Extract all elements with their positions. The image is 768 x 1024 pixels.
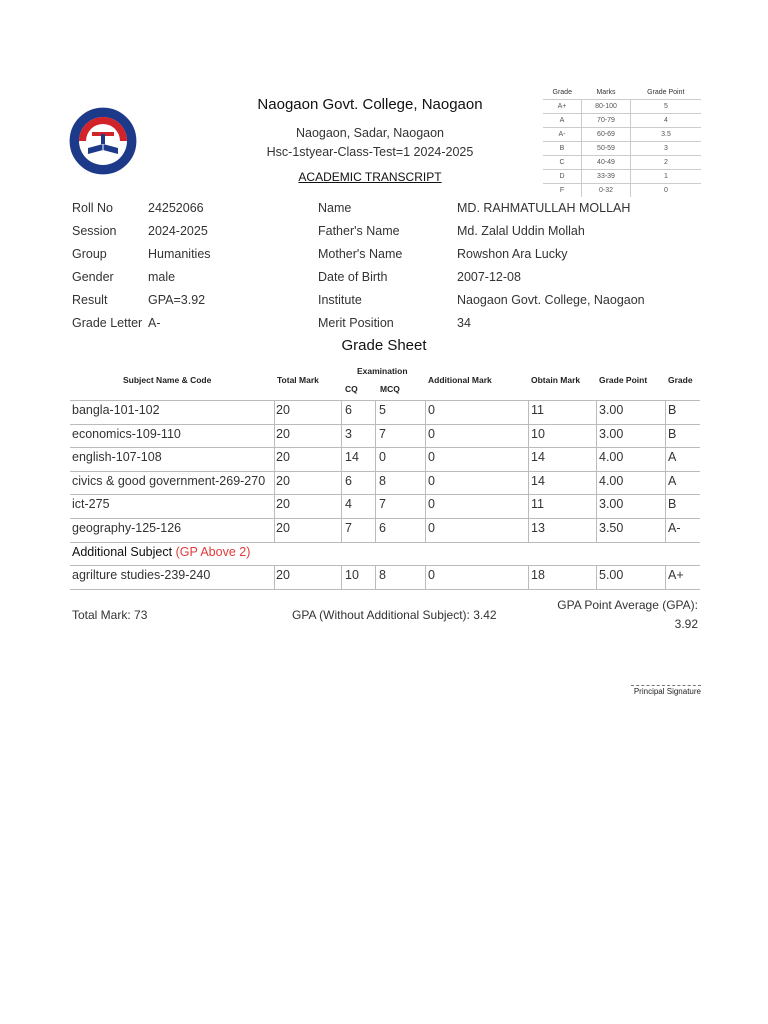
header-obtain-mark: Obtain Mark — [531, 375, 581, 385]
grade-scale-cell: A+ — [543, 100, 582, 114]
table-cell: 8 — [379, 568, 386, 583]
table-rule — [70, 542, 700, 543]
table-divider — [375, 495, 376, 518]
table-divider — [425, 495, 426, 518]
header-additional-mark: Additional Mark — [428, 375, 492, 385]
table-divider — [425, 472, 426, 495]
table-cell: 6 — [345, 473, 352, 488]
additional-subject-label: Additional Subject — [72, 545, 173, 559]
name-label: Name — [318, 201, 352, 215]
table-cell: B — [668, 426, 677, 441]
table-cell: 0 — [428, 426, 435, 441]
institute-label: Institute — [318, 293, 362, 307]
table-divider — [375, 425, 376, 448]
table-divider — [341, 472, 342, 495]
header-total-mark: Total Mark — [277, 375, 319, 385]
table-divider — [596, 401, 597, 424]
institute-value: Naogaon Govt. College, Naogaon — [457, 293, 645, 307]
table-cell: agrilture studies-239-240 — [72, 568, 211, 583]
grade-scale-cell: A — [543, 114, 582, 128]
grade-scale-cell: F — [543, 184, 582, 198]
header-mcq: MCQ — [380, 384, 400, 394]
table-cell: 20 — [276, 497, 290, 512]
table-rule — [70, 471, 700, 472]
table-divider — [528, 495, 529, 518]
grade-scale-row — [543, 142, 701, 156]
table-divider — [665, 495, 666, 518]
signature-line — [631, 685, 701, 686]
table-divider — [375, 472, 376, 495]
table-cell: 20 — [276, 473, 290, 488]
exam-name: Hsc-1styear-Class-Test=1 2024-2025 — [266, 145, 474, 159]
table-cell: B — [668, 497, 677, 512]
table-cell: 7 — [379, 426, 386, 441]
table-cell: 0 — [428, 521, 435, 535]
gpa-without-additional: GPA (Without Additional Subject): 3.42 — [292, 608, 497, 622]
table-cell: B — [668, 403, 677, 417]
table-cell: 20 — [276, 403, 290, 417]
merit-value: 34 — [457, 316, 471, 330]
table-cell: 3.00 — [599, 497, 624, 512]
table-cell: 10 — [345, 568, 359, 583]
gender-value: male — [148, 270, 176, 284]
table-cell: 18 — [531, 568, 545, 583]
grade-scale-cell: 0 — [631, 184, 702, 198]
grade-scale-cell: 60-69 — [582, 128, 631, 142]
header-examination: Examination — [357, 366, 408, 376]
table-cell: economics-109-110 — [72, 426, 181, 441]
grade-scale-cell: 50-59 — [582, 142, 631, 156]
grade-scale-cell: 1 — [631, 170, 702, 184]
grade-scale-cell: 4 — [631, 114, 702, 128]
table-divider — [375, 448, 376, 471]
table-divider — [528, 566, 529, 589]
merit-label: Merit Position — [318, 316, 394, 330]
roll-value: 24252066 — [148, 201, 204, 215]
result-label: Result — [72, 293, 108, 307]
table-divider — [665, 472, 666, 495]
table-cell: A+ — [668, 568, 684, 583]
session-value: 2024-2025 — [148, 224, 208, 238]
table-divider — [596, 448, 597, 471]
table-divider — [665, 448, 666, 471]
result-value: GPA=3.92 — [148, 293, 206, 307]
table-cell: A — [668, 473, 677, 488]
grade-scale-cell: 33-39 — [582, 170, 631, 184]
grade-scale-cell: 0-32 — [582, 184, 631, 198]
total-mark: Total Mark: 73 — [72, 608, 148, 622]
table-cell: civics & good government-269-270 — [72, 473, 266, 488]
table-divider — [425, 519, 426, 542]
table-cell: 11 — [531, 497, 544, 512]
table-divider — [665, 425, 666, 448]
table-divider — [341, 448, 342, 471]
table-divider — [665, 566, 666, 589]
name-value: MD. RAHMATULLAH MOLLAH — [457, 201, 631, 215]
table-divider — [425, 448, 426, 471]
grade-scale-cell: 2 — [631, 156, 702, 170]
table-divider — [528, 472, 529, 495]
table-divider — [528, 425, 529, 448]
father-label: Father's Name — [318, 224, 400, 238]
dob-label: Date of Birth — [318, 270, 388, 284]
table-cell: 0 — [428, 403, 435, 417]
header-subject: Subject Name & Code — [123, 375, 212, 385]
college-address: Naogaon, Sadar, Naogaon — [295, 126, 445, 140]
table-divider — [596, 425, 597, 448]
table-divider — [425, 425, 426, 448]
table-divider — [274, 425, 275, 448]
table-cell: english-107-108 — [72, 450, 162, 465]
additional-subject-note: (GP Above 2) — [175, 545, 251, 559]
table-cell: 3.50 — [599, 521, 624, 535]
table-cell: 11 — [531, 403, 544, 417]
table-cell: 3.00 — [599, 403, 624, 417]
grade-sheet-title: Grade Sheet — [341, 337, 427, 354]
table-rule — [70, 589, 700, 590]
table-cell: 7 — [345, 521, 352, 535]
table-cell: 0 — [428, 473, 435, 488]
table-divider — [341, 425, 342, 448]
table-cell: 7 — [379, 497, 386, 512]
table-divider — [274, 472, 275, 495]
table-cell: 0 — [428, 450, 435, 465]
table-divider — [375, 401, 376, 424]
principal-signature: Principal Signature — [633, 687, 701, 696]
table-divider — [274, 401, 275, 424]
table-cell: 0 — [428, 497, 435, 512]
header-grade: Grade — [668, 375, 693, 385]
table-divider — [274, 495, 275, 518]
table-cell: 5.00 — [599, 568, 624, 583]
grade-scale-table — [543, 86, 701, 197]
table-divider — [425, 566, 426, 589]
table-divider — [274, 519, 275, 542]
grade-letter-value: A- — [148, 316, 161, 330]
table-rule — [70, 400, 700, 401]
table-cell: 20 — [276, 426, 290, 441]
table-cell: 0 — [428, 568, 435, 583]
table-divider — [274, 448, 275, 471]
table-divider — [425, 401, 426, 424]
table-divider — [596, 566, 597, 589]
table-cell: ict-275 — [72, 497, 110, 512]
gender-label: Gender — [72, 270, 114, 284]
grade-scale-row — [543, 170, 701, 184]
header-grade-point: Grade Point — [599, 375, 648, 385]
table-divider — [528, 401, 529, 424]
table-cell: 0 — [379, 450, 386, 465]
table-cell: 3 — [345, 426, 352, 441]
table-cell: 6 — [345, 403, 352, 417]
grade-scale-row — [543, 184, 701, 198]
group-value: Humanities — [148, 247, 211, 261]
table-cell: 14 — [531, 450, 545, 465]
table-cell: 8 — [379, 473, 386, 488]
college-name: Naogaon Govt. College, Naogaon — [257, 96, 483, 113]
table-divider — [341, 495, 342, 518]
grade-letter-label: Grade Letter — [72, 316, 143, 330]
session-label: Session — [72, 224, 117, 238]
group-label: Group — [72, 247, 107, 261]
transcript-title — [220, 170, 520, 184]
table-divider — [341, 566, 342, 589]
grade-scale-cell: 3.5 — [631, 128, 702, 142]
grade-scale-row — [543, 128, 701, 142]
table-divider — [665, 519, 666, 542]
table-cell: A- — [668, 521, 681, 535]
college-logo — [66, 104, 140, 178]
father-value: Md. Zalal Uddin Mollah — [457, 224, 585, 238]
grade-scale-row — [543, 100, 701, 114]
table-cell: 14 — [345, 450, 359, 465]
grade-scale-cell: 40-49 — [582, 156, 631, 170]
additional-subject-heading — [72, 545, 250, 559]
table-cell: 5 — [379, 403, 386, 417]
transcript-title-text: ACADEMIC TRANSCRIPT — [298, 170, 442, 184]
grade-scale-cell: 3 — [631, 142, 702, 156]
grade-scale-row — [543, 156, 701, 170]
table-rule — [70, 565, 700, 566]
table-rule — [70, 424, 700, 425]
grade-scale-cell: 5 — [631, 100, 702, 114]
grade-scale-cell: C — [543, 156, 582, 170]
dob-value: 2007-12-08 — [457, 270, 521, 284]
table-cell: 20 — [276, 568, 290, 583]
mother-value: Rowshon Ara Lucky — [457, 247, 568, 261]
grade-scale-header-grade: Grade — [552, 89, 572, 96]
table-divider — [375, 519, 376, 542]
table-divider — [274, 566, 275, 589]
table-divider — [596, 472, 597, 495]
table-cell: 14 — [531, 473, 545, 488]
grade-scale-cell: D — [543, 170, 582, 184]
table-cell: 4 — [345, 497, 352, 512]
roll-label: Roll No — [72, 201, 113, 215]
table-cell: 4.00 — [599, 473, 624, 488]
table-cell: 10 — [531, 426, 545, 441]
table-cell: 20 — [276, 450, 290, 465]
mother-label: Mother's Name — [318, 247, 403, 261]
grade-scale-header-point: Grade Point — [647, 89, 685, 96]
table-divider — [596, 519, 597, 542]
table-divider — [528, 519, 529, 542]
table-rule — [70, 447, 700, 448]
table-divider — [665, 401, 666, 424]
grade-scale-cell: 70-79 — [582, 114, 631, 128]
table-cell: 6 — [379, 521, 386, 535]
table-cell: 4.00 — [599, 450, 624, 465]
grade-scale-cell: 80-100 — [582, 100, 631, 114]
table-cell: geography-125-126 — [72, 521, 182, 535]
grade-scale-cell: A- — [543, 128, 582, 142]
table-cell: 20 — [276, 521, 290, 535]
table-divider — [528, 448, 529, 471]
header-cq: CQ — [345, 384, 358, 394]
table-cell: 3.00 — [599, 426, 624, 441]
table-rule — [70, 518, 700, 519]
grade-scale-cell: B — [543, 142, 582, 156]
table-divider — [341, 401, 342, 424]
table-divider — [596, 495, 597, 518]
table-cell: 13 — [531, 521, 545, 535]
table-divider — [341, 519, 342, 542]
table-cell: A — [668, 450, 677, 465]
table-cell: bangla-101-102 — [72, 403, 160, 417]
table-divider — [375, 566, 376, 589]
gpa-label: GPA Point Average (GPA): — [557, 598, 698, 612]
gpa-value: 3.92 — [674, 617, 698, 631]
grade-scale-row — [543, 114, 701, 128]
table-rule — [70, 494, 700, 495]
grade-scale-header-marks: Marks — [596, 89, 616, 96]
